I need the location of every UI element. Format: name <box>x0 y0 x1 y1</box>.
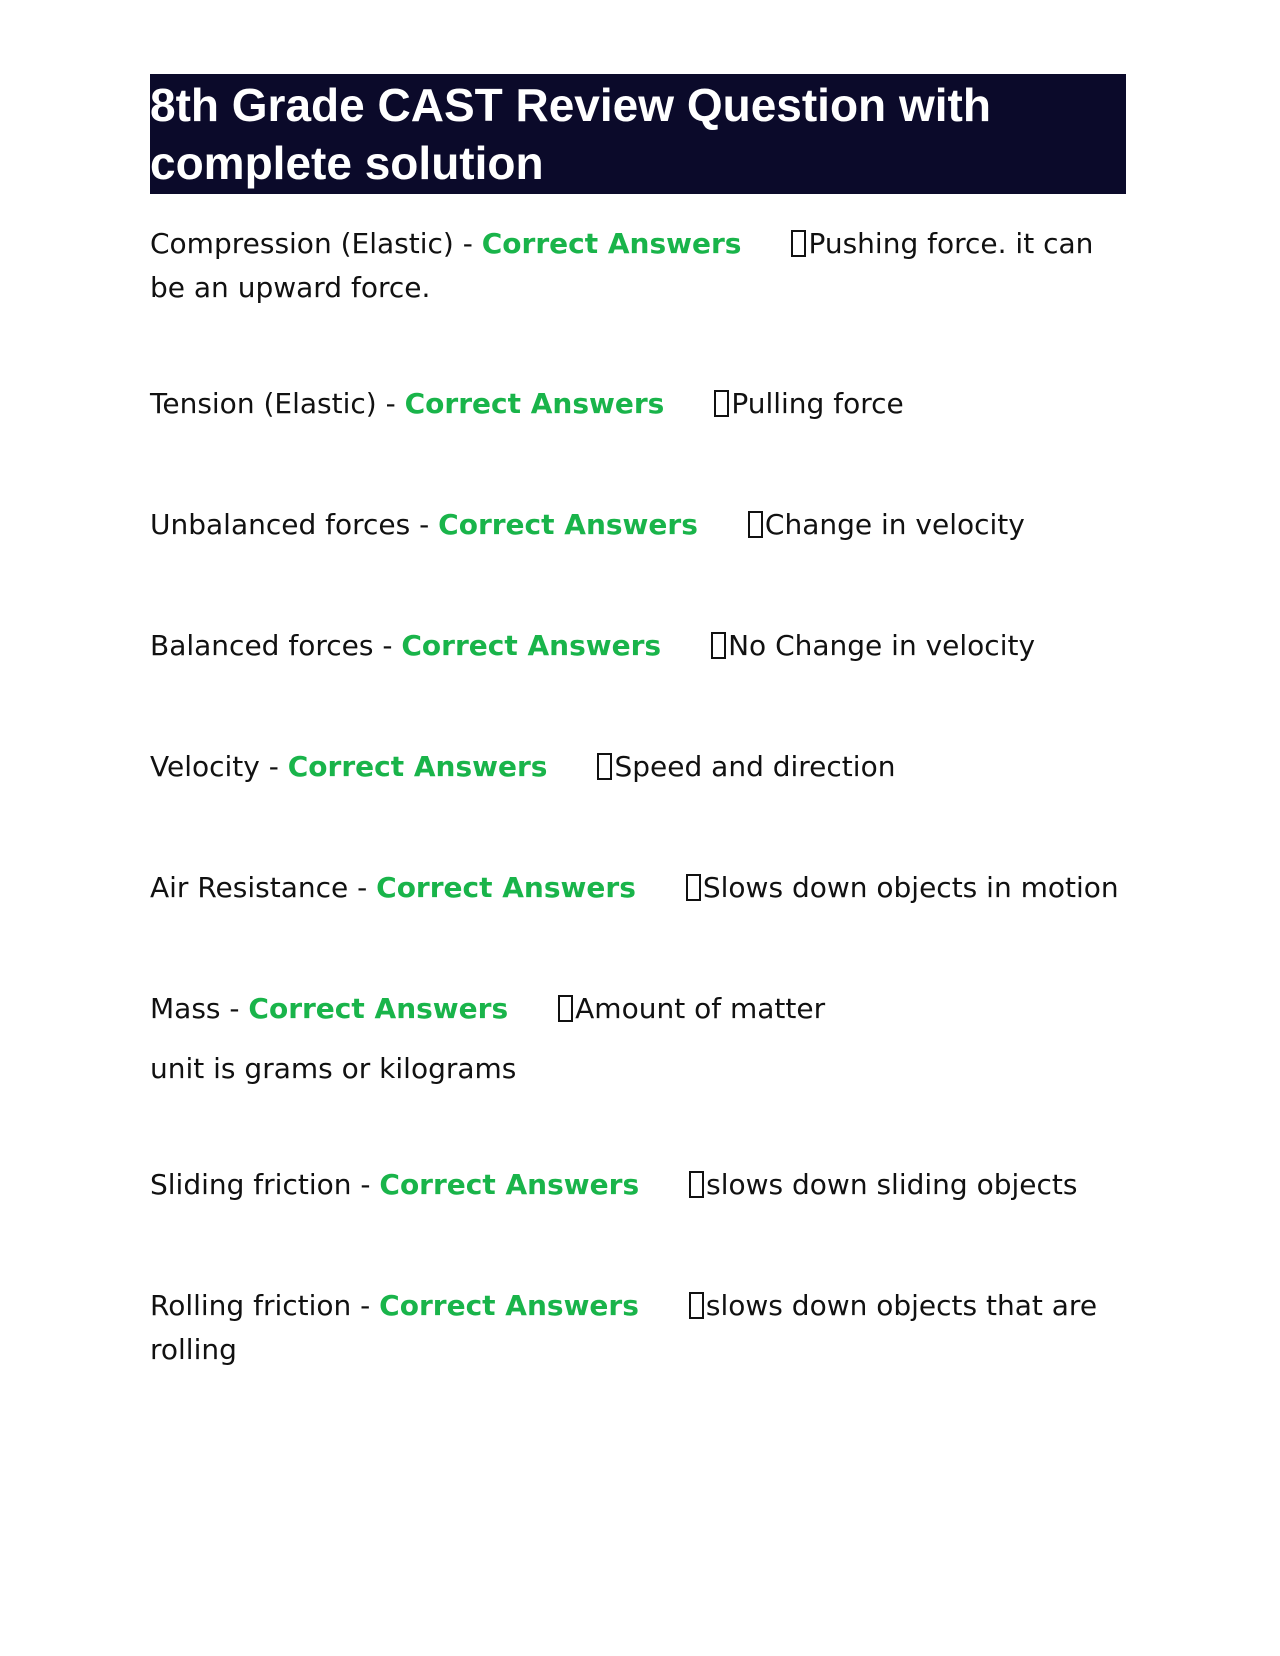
qa-entry <box>150 382 1126 426</box>
entry-term: Tension (Elastic) <box>150 387 377 420</box>
correct-answers-label: Correct Answers <box>404 387 665 420</box>
entry-definition: Change in velocity <box>764 508 1025 541</box>
entry-definition: Pushing force. it can be an upward force. <box>150 227 1094 304</box>
entry-separator: - <box>348 871 377 904</box>
document-page <box>150 74 1126 1372</box>
entry-term: Velocity <box>150 750 260 783</box>
entry-definition: Pulling force <box>731 387 904 420</box>
qa-entry <box>150 1163 1126 1207</box>
entry-term: Unbalanced forces <box>150 508 411 541</box>
box-icon <box>711 632 726 659</box>
entry-term: Sliding friction <box>150 1168 352 1201</box>
entry-definition: No Change in velocity <box>728 629 1036 662</box>
correct-answers-label: Correct Answers <box>379 1168 640 1201</box>
entry-definition: slows down sliding objects <box>706 1168 1078 1201</box>
entry-term: Balanced forces <box>150 629 374 662</box>
entry-separator: - <box>373 629 402 662</box>
entry-definition: slows down objects that are rolling <box>150 1289 1098 1366</box>
document-title: 8th Grade CAST Review Question with complete solution <box>150 74 1126 194</box>
entry-definition: Amount of matter <box>575 992 826 1025</box>
correct-answers-label: Correct Answers <box>401 629 662 662</box>
box-icon <box>748 511 763 538</box>
correct-answers-label: Correct Answers <box>376 871 636 904</box>
qa-entry <box>150 866 1126 910</box>
box-icon <box>689 1292 704 1319</box>
box-icon <box>791 230 806 257</box>
box-icon <box>558 995 573 1022</box>
entry-extra-line: unit is grams or kilograms <box>150 1052 517 1085</box>
box-icon <box>714 390 729 417</box>
entry-separator: - <box>410 508 439 541</box>
correct-answers-label: Correct Answers <box>481 227 742 260</box>
qa-entry <box>150 1284 1126 1372</box>
entry-separator: - <box>453 227 482 260</box>
entry-separator: - <box>259 750 288 783</box>
qa-entry <box>150 987 1126 1091</box>
entry-term: Air Resistance <box>150 871 349 904</box>
correct-answers-label: Correct Answers <box>287 750 548 783</box>
entry-definition: Speed and direction <box>614 750 896 783</box>
correct-answers-label: Correct Answers <box>248 992 509 1025</box>
qa-entry <box>150 624 1126 668</box>
box-icon <box>686 874 701 901</box>
box-icon <box>597 753 612 780</box>
correct-answers-label: Correct Answers <box>438 508 698 541</box>
correct-answers-label: Correct Answers <box>379 1289 639 1322</box>
box-icon <box>689 1171 704 1198</box>
qa-entry <box>150 503 1126 547</box>
entry-separator: - <box>351 1289 380 1322</box>
entry-term: Mass <box>150 992 221 1025</box>
entry-separator: - <box>351 1168 380 1201</box>
entry-term: Rolling friction <box>150 1289 352 1322</box>
entry-term: Compression (Elastic) <box>150 227 454 260</box>
entry-definition: Slows down objects in motion <box>702 871 1119 904</box>
qa-entry <box>150 222 1126 310</box>
entry-separator: - <box>376 387 405 420</box>
entry-separator: - <box>220 992 249 1025</box>
qa-entry <box>150 745 1126 789</box>
